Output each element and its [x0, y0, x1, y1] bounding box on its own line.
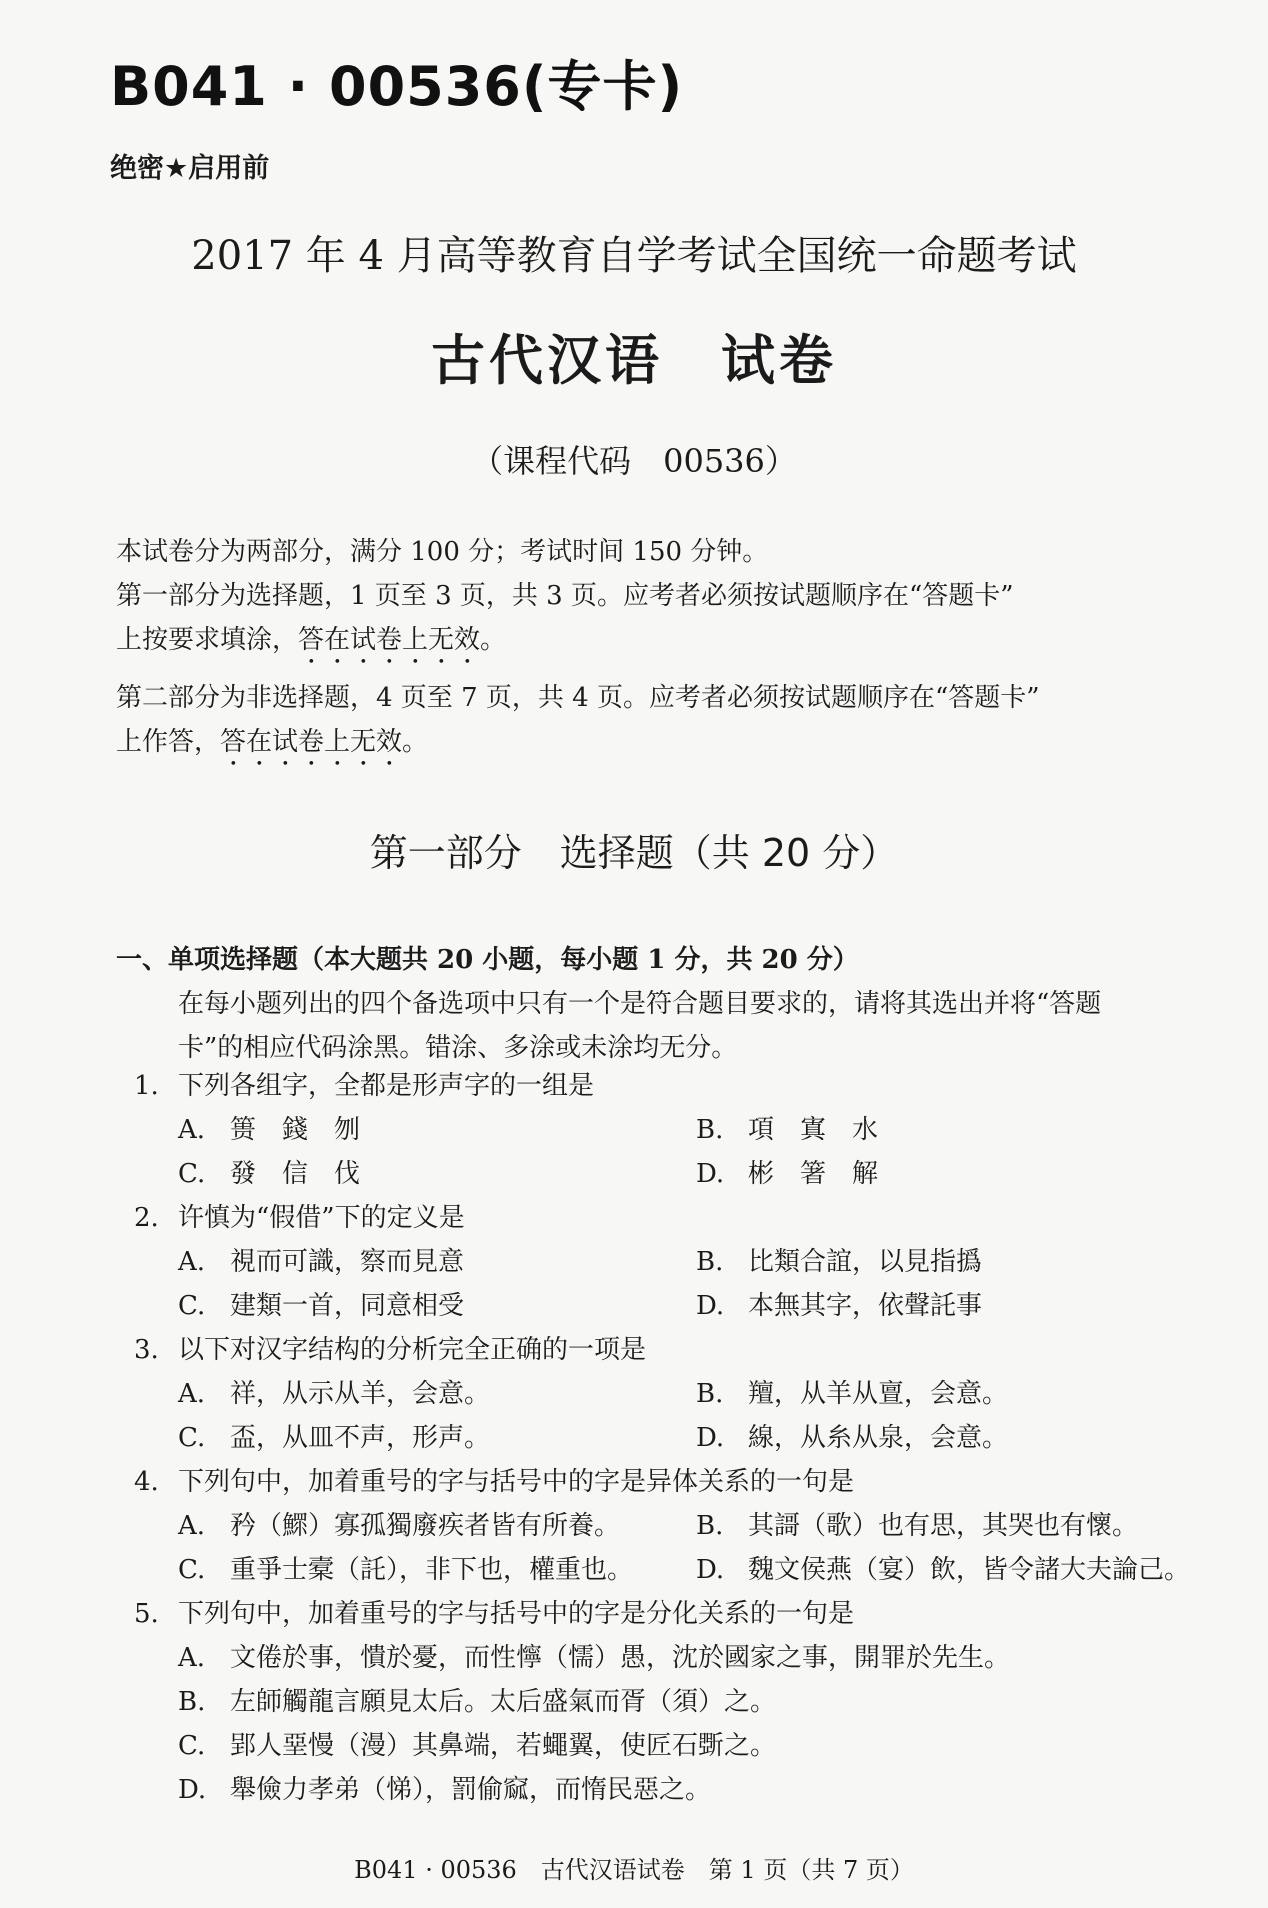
option-d [696, 1548, 1214, 1592]
option-c [178, 1152, 696, 1196]
option-d [696, 1152, 1214, 1196]
option-text: 羶，从羊从亶，会意。 [748, 1379, 1009, 1409]
option-label: D. [178, 1775, 207, 1805]
question [134, 1592, 1214, 1812]
option-b [696, 1372, 1214, 1416]
option-text: 項 寘 水 [748, 1115, 879, 1145]
option-label: B. [696, 1379, 724, 1409]
option-a [178, 1240, 696, 1284]
option-text: 左師觸龍言願見太后。太后盛氣而胥（須）之。 [230, 1687, 777, 1717]
question-number: 2. [134, 1203, 159, 1233]
question-number: 1. [134, 1071, 159, 1101]
option-d [696, 1284, 1214, 1328]
instruction-line: 第二部分为非选择题，4 页至 7 页，共 4 页。应考者必须按试题顺序在“答题卡” [116, 683, 1040, 713]
question-stem: 下列句中，加着重号的字与括号中的字是分化关系的一句是 [178, 1599, 855, 1629]
option-text: 矜（鰥）寡孤獨廢疾者皆有所養。 [230, 1511, 621, 1541]
option-label: A. [178, 1247, 206, 1277]
option-label: C. [178, 1423, 206, 1453]
option-label: A. [178, 1511, 206, 1541]
option-label: A. [178, 1115, 206, 1145]
option-label: D. [696, 1159, 725, 1189]
paper-code: B041 · 00536(专卡) [110, 55, 684, 118]
question [134, 1196, 1214, 1328]
option-label: C. [178, 1159, 206, 1189]
instruction-text: 上按要求填涂， [116, 625, 299, 655]
option-text: 盃，从皿不声，形声。 [230, 1423, 491, 1453]
question [134, 1460, 1214, 1592]
option-label: D. [696, 1555, 725, 1585]
question-stem: 以下对汉字结构的分析完全正确的一项是 [178, 1335, 647, 1365]
question-stem: 下列各组字，全都是形声字的一组是 [178, 1071, 595, 1101]
option-text: 線，从糸从泉，会意。 [748, 1423, 1009, 1453]
course-code: （课程代码 00536） [471, 442, 797, 480]
option-a [178, 1108, 696, 1152]
option-b [696, 1108, 1214, 1152]
option-text: 建類一首，同意相受 [230, 1291, 465, 1321]
section-heading: 一、单项选择题（本大题共 20 小题，每小题 1 分，共 20 分） [116, 945, 859, 975]
option-label: C. [178, 1291, 206, 1321]
option-text: 祥，从示从羊，会意。 [230, 1379, 491, 1409]
option-a [178, 1504, 696, 1548]
option-a [178, 1636, 1214, 1680]
option-label: D. [696, 1291, 725, 1321]
option-label: A. [178, 1643, 206, 1673]
option-text: 重爭士槖（託），非下也，權重也。 [230, 1555, 634, 1585]
option-d [178, 1768, 1214, 1812]
option-c [178, 1284, 696, 1328]
option-b [178, 1680, 1214, 1724]
instructions [116, 530, 1196, 772]
option-text: 發 信 伐 [230, 1159, 361, 1189]
option-c [178, 1548, 696, 1592]
option-b [696, 1240, 1214, 1284]
question-number: 3. [134, 1335, 159, 1365]
emphasis-text: 答在试卷上无效 [220, 727, 403, 757]
option-label: C. [178, 1555, 206, 1585]
option-label: A. [178, 1379, 206, 1409]
exam-title: 2017 年 4 月高等教育自学考试全国统一命题考试 [191, 233, 1077, 279]
section-header [116, 938, 1206, 1070]
instruction-line: 第一部分为选择题，1 页至 3 页，共 3 页。应考者必须按试题顺序在“答题卡” [116, 581, 1014, 611]
option-text: 本無其字，依聲託事 [748, 1291, 983, 1321]
instruction-line [116, 618, 1196, 670]
instruction-text: 上作答， [116, 727, 221, 757]
option-text: 彬 箸 解 [748, 1159, 879, 1189]
instruction-text: 。 [402, 727, 429, 757]
section-note: 在每小题列出的四个备选项中只有一个是符合题目要求的，请将其选出并将“答题 [178, 989, 1102, 1019]
page-footer: B041 · 00536 古代汉语试卷 第 1 页（共 7 页） [354, 1856, 914, 1884]
option-text: 文倦於事，憒於憂，而性懧（懦）愚，沈於國家之事，開罪於先生。 [230, 1643, 1011, 1673]
secret-mark: 绝密★启用前 [110, 153, 270, 184]
option-text: 視而可識，察而見意 [230, 1247, 465, 1277]
option-d [696, 1416, 1214, 1460]
subject-title: 古代汉语 试卷 [431, 329, 837, 392]
section-note: 卡”的相应代码涂黑。错涂、多涂或未涂均无分。 [178, 1033, 738, 1063]
option-label: B. [696, 1511, 724, 1541]
question [134, 1064, 1214, 1196]
question-stem: 许慎为“假借”下的定义是 [178, 1203, 465, 1233]
instruction-line: 本试卷分为两部分，满分 100 分；考试时间 150 分钟。 [116, 537, 769, 567]
option-label: C. [178, 1731, 206, 1761]
option-text: 魏文侯燕（宴）飲，皆令諸大夫論己。 [748, 1555, 1191, 1585]
instruction-line [116, 720, 1196, 772]
option-text: 舉儉力孝弟（悌），罰偷窳，而惰民惡之。 [230, 1775, 712, 1805]
option-text: 比類合誼，以見指撝 [748, 1247, 983, 1277]
question-number: 4. [134, 1467, 159, 1497]
option-text: 篑 錢 刎 [230, 1115, 361, 1145]
question-stem: 下列句中，加着重号的字与括号中的字是异体关系的一句是 [178, 1467, 855, 1497]
emphasis-text: 答在试卷上无效 [298, 625, 481, 655]
option-text: 其謌（歌）也有思，其哭也有懷。 [748, 1511, 1139, 1541]
question-list [134, 1064, 1214, 1812]
option-c [178, 1416, 696, 1460]
option-b [696, 1504, 1214, 1548]
question [134, 1328, 1214, 1460]
option-label: B. [696, 1247, 724, 1277]
option-c [178, 1724, 1214, 1768]
option-a [178, 1372, 696, 1416]
instruction-text: 。 [480, 625, 507, 655]
option-label: B. [696, 1115, 724, 1145]
option-text: 郢人堊慢（漫）其鼻端，若蠅翼，使匠石斲之。 [230, 1731, 777, 1761]
question-number: 5. [134, 1599, 159, 1629]
part-one-title: 第一部分 选择题（共 20 分） [369, 831, 899, 875]
option-label: D. [696, 1423, 725, 1453]
option-label: B. [178, 1687, 206, 1717]
